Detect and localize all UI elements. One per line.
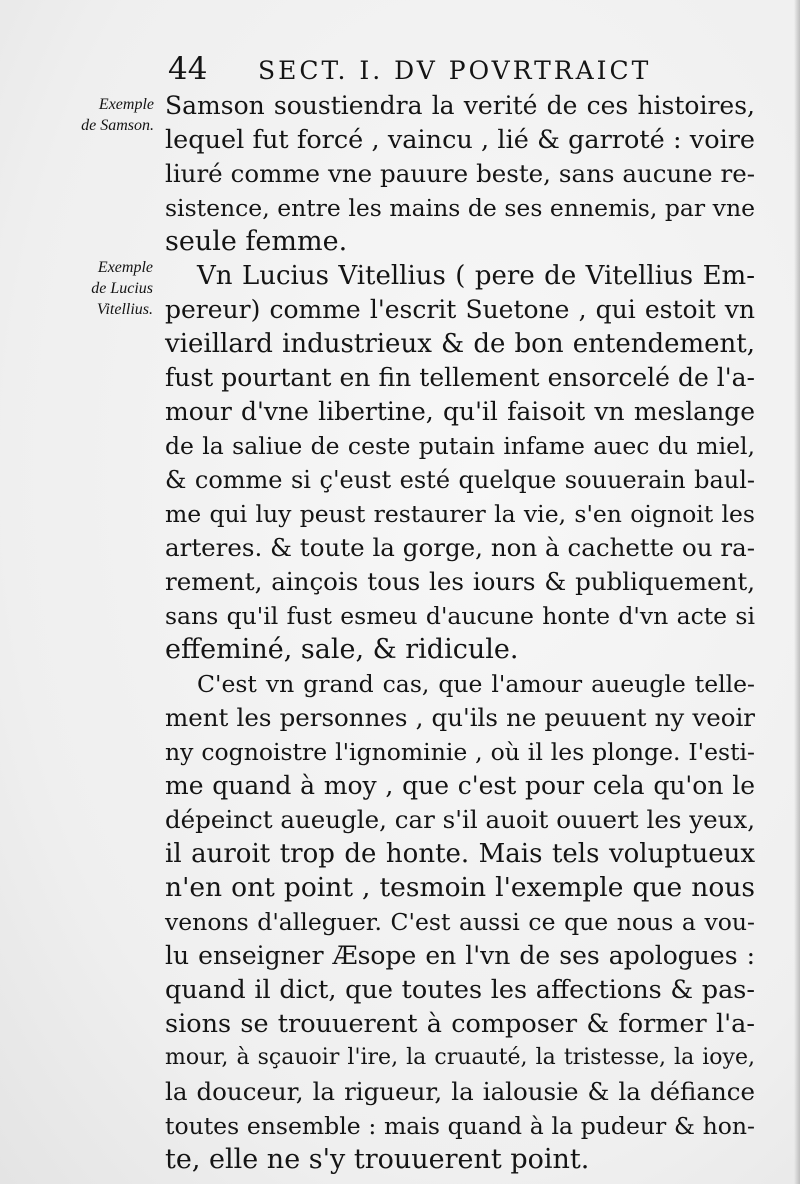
text-line: arteres. & toute la gorge, non à cachette ou ra-	[165, 533, 755, 562]
text-line: toutes ensemble : mais quand à la pudeur & hon-	[165, 1112, 755, 1140]
text-line: me qui luy peust restaurer la vie, s'en oignoit les	[165, 500, 755, 528]
text-line: rement, ainçois tous les iours & publiquement,	[165, 567, 755, 596]
text-line: pereur) comme l'escrit Suetone , qui estoit vn	[165, 295, 755, 324]
text-line: & comme si ç'eust esté quelque souuerain baul-	[165, 466, 755, 494]
margin-note-vitellius	[20, 257, 153, 320]
running-head: SECT. I. DV POVRTRAICT	[258, 56, 652, 85]
text-line: effeminé, sale, & ridicule.	[165, 634, 519, 665]
text-line: me quand à moy , que c'est pour cela qu'on le	[165, 771, 755, 800]
text-line: dépeinct aueugle, car s'il auoit ouuert les yeux,	[165, 805, 755, 834]
text-line: ny cognoistre l'ignominie , où il les plonge. I'esti-	[165, 738, 755, 766]
page-number: 44	[168, 51, 208, 87]
text-line: vieillard industrieux & de bon entendement,	[165, 329, 755, 359]
text-line: lequel fut forcé , vaincu , lié & garroté : voire	[165, 125, 755, 155]
text-line: de la saliue de ceste putain infame auec du miel,	[165, 432, 755, 460]
margin-note-samson	[28, 94, 154, 136]
text-line: mour, à sçauoir l'ire, la cruauté, la tristesse, la ioye,	[165, 1045, 755, 1070]
text-line: fust pourtant en fin tellement ensorcelé de l'a-	[165, 363, 755, 392]
margin-note-line: Exemple	[97, 259, 153, 276]
page-edge-shadow	[794, 0, 800, 1184]
text-line: liuré comme vne pauure beste, sans aucune re-	[165, 159, 755, 188]
text-line: mour d'vne libertine, qu'il faisoit vn meslange	[165, 397, 755, 426]
text-line: te, elle ne s'y trouuerent point.	[165, 1144, 590, 1175]
text-line: ment les personnes , qu'ils ne peuuent ny veoir	[165, 703, 755, 732]
margin-note-line: de Samson.	[81, 117, 154, 134]
text-line: venons d'alleguer. C'est aussi ce que nous a vou-	[165, 908, 755, 936]
text-line: sans qu'il fust esmeu d'aucune honte d'vn acte si	[165, 602, 755, 630]
body-text	[165, 89, 755, 1177]
paragraph-first-line: Vn Lucius Vitellius ( pere de Vitellius Em-	[197, 261, 755, 291]
page-header	[160, 52, 675, 86]
margin-note-line: Exemple	[98, 96, 154, 113]
margin-note-line: de Lucius	[91, 280, 153, 297]
text-line: n'en ont point , tesmoin l'exemple que nous	[165, 872, 755, 903]
paragraph-first-line: C'est vn grand cas, que l'amour aueugle telle-	[197, 670, 755, 698]
text-line: la douceur, la rigueur, la ialousie & la défiance	[165, 1077, 755, 1106]
text-line: Samson soustiendra la verité de ces histoires,	[165, 91, 755, 120]
margin-note-line: Vitellius.	[96, 301, 153, 318]
text-line: lu enseigner Æsope en l'vn de ses apologues :	[165, 941, 755, 970]
text-line: sistence, entre les mains de ses ennemis, par vne	[165, 194, 755, 222]
text-line: seule femme.	[165, 226, 348, 257]
text-line: il auroit trop de honte. Mais tels voluptueux	[165, 839, 755, 869]
text-line: sions se trouuerent à composer & former l'a-	[165, 1009, 755, 1039]
text-line: quand il dict, que toutes les affections & pas-	[165, 975, 755, 1005]
